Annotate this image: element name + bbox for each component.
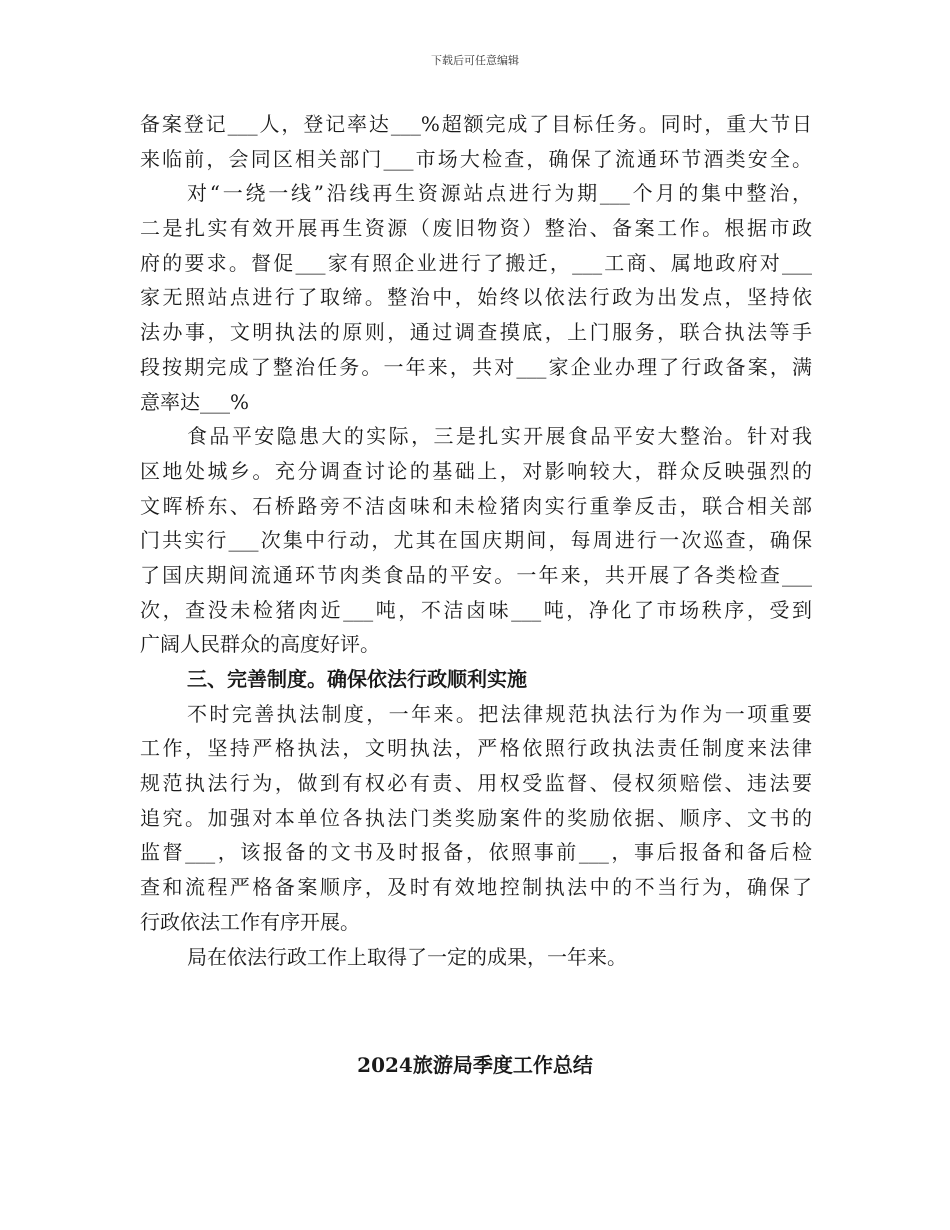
paragraph-start-line: 不时完善执法制度，一年来。把法律规范执法行为作为一项重要: [187, 701, 812, 726]
text-line: 文晖桥东、石桥路旁不洁卤味和未检猪肉实行重拳反击，联合相关部: [140, 493, 812, 518]
text-line: 查和流程严格备案顺序，及时有效地控制执法中的不当行为，确保了: [140, 875, 812, 900]
section-heading: 三、完善制度。确保依法行政顺利实施: [187, 667, 527, 691]
text-line: 法办事，文明执法的原则，通过调查摸底，上门服务，联合执法等手: [140, 320, 812, 345]
text-line: 次，查没未检猪肉近___吨，不洁卤味___吨，净化了市场秩序，受到: [140, 597, 812, 622]
paragraph-start-line: 局在依法行政工作上取得了一定的成果，一年来。: [187, 944, 627, 969]
text-line: 监督___，该报备的文书及时报备，依照事前___，事后报备和备后检: [140, 840, 812, 865]
text-line: 行政依法工作有序开展。: [140, 909, 360, 934]
text-line: 区地处城乡。充分调查讨论的基础上，对影响较大，群众反映强烈的: [140, 458, 812, 483]
text-line: 门共实行___次集中行动，尤其在国庆期间，每周进行一次巡查，确保: [140, 528, 812, 553]
text-line: 了国庆期间流通环节肉类食品的平安。一年来，共开展了各类检查___: [140, 562, 812, 587]
text-line: 段按期完成了整治任务。一年来，共对___家企业办理了行政备案，满: [140, 354, 812, 379]
text-line: 备案登记___人，登记率达___%超额完成了目标任务。同时，重大节日: [140, 112, 812, 136]
paragraph-start-line: 食品平安隐患大的实际，三是扎实开展食品平安大整治。针对我: [187, 424, 812, 449]
text-line: 工作，坚持严格执法，文明执法，严格依照行政执法责任制度来法律: [140, 736, 812, 761]
paragraph-start-line: 对“一绕一线”沿线再生资源站点进行为期___个月的集中整治，: [187, 181, 812, 206]
text-line: 家无照站点进行了取缔。整治中，始终以依法行政为出发点，坚持依: [140, 285, 812, 310]
text-line: 追究。加强对本单位各执法门类奖励案件的奖励依据、顺序、文书的: [140, 805, 812, 830]
page-header-note: 下载后可任意编辑: [431, 54, 519, 67]
document-body: [140, 107, 812, 974]
text-line: 府的要求。督促___家有照企业进行了搬迁，___工商、属地政府对___: [140, 250, 812, 275]
text-line: 广阔人民群众的高度好评。: [140, 632, 380, 657]
text-line: 来临前，会同区相关部门___市场大检查，确保了流通环节酒类安全。: [140, 146, 812, 171]
text-line: 规范执法行为，做到有权必有责、用权受监督、侵权须赔偿、违法要: [140, 771, 812, 796]
text-line: 二是扎实有效开展再生资源（废旧物资）整治、备案工作。根据市政: [140, 216, 812, 241]
document-title: 2024旅游局季度工作总结: [357, 1053, 593, 1077]
text-line: 意率达___%: [140, 389, 250, 414]
